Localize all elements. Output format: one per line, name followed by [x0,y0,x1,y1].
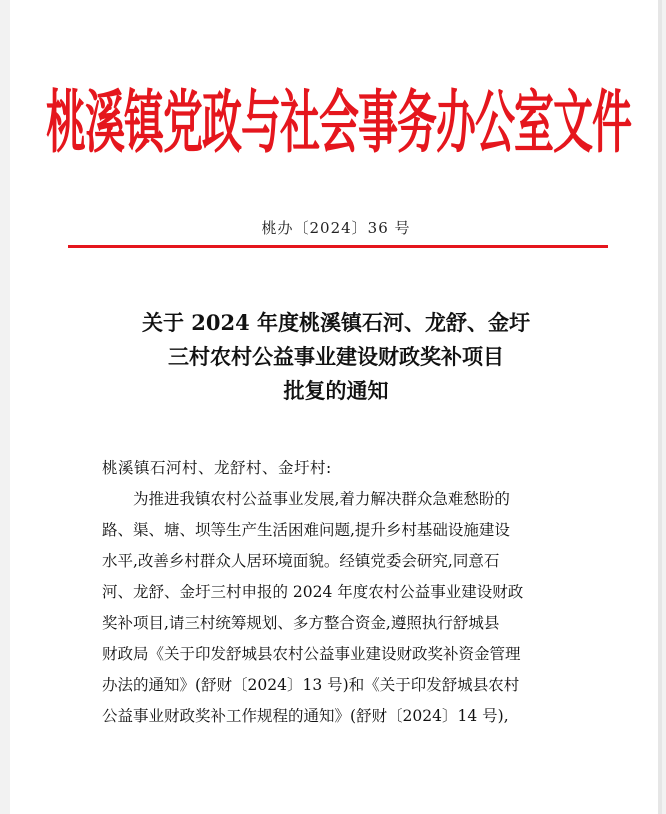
issuing-office-header: 桃溪镇党政与社会事务办公室文件 [46,83,631,164]
body-line: 水平,改善乡村群众人居环境面貌。经镇党委会研究,同意石 [102,552,500,570]
notice-title-line: 三村农村公益事业建设财政奖补项目 [168,344,504,369]
body-line: 公益事业财政奖补工作规程的通知》(舒财〔2024〕14 号), [102,707,509,725]
body-line: 路、渠、塘、坝等生产生活困难问题,提升乡村基础设施建设 [102,521,510,539]
notice-title-line: 批复的通知 [283,378,389,403]
notice-body [102,484,602,732]
body-line: 办法的通知》(舒财〔2024〕13 号)和《关于印发舒城县农村 [102,676,520,694]
body-line: 为推进我镇农村公益事业发展,着力解决群众急难愁盼的 [133,490,510,508]
body-line: 财政局《关于印发舒城县农村公益事业建设财政奖补资金管理 [102,645,521,663]
body-line: 河、龙舒、金圩三村申报的 2024 年度农村公益事业建设财政 [102,583,524,601]
salutation: 桃溪镇石河村、龙舒村、金圩村: [102,459,332,477]
document-number: 桃办〔2024〕36 号 [261,219,411,237]
notice-title-line: 关于 2024 年度桃溪镇石河、龙舒、金圩 [141,310,531,335]
page-edge [658,0,662,814]
notice-title [50,306,622,408]
red-separator-line [68,245,608,248]
body-line: 奖补项目,请三村统筹规划、多方整合资金,遵照执行舒城县 [102,614,500,632]
document-page [10,0,662,814]
